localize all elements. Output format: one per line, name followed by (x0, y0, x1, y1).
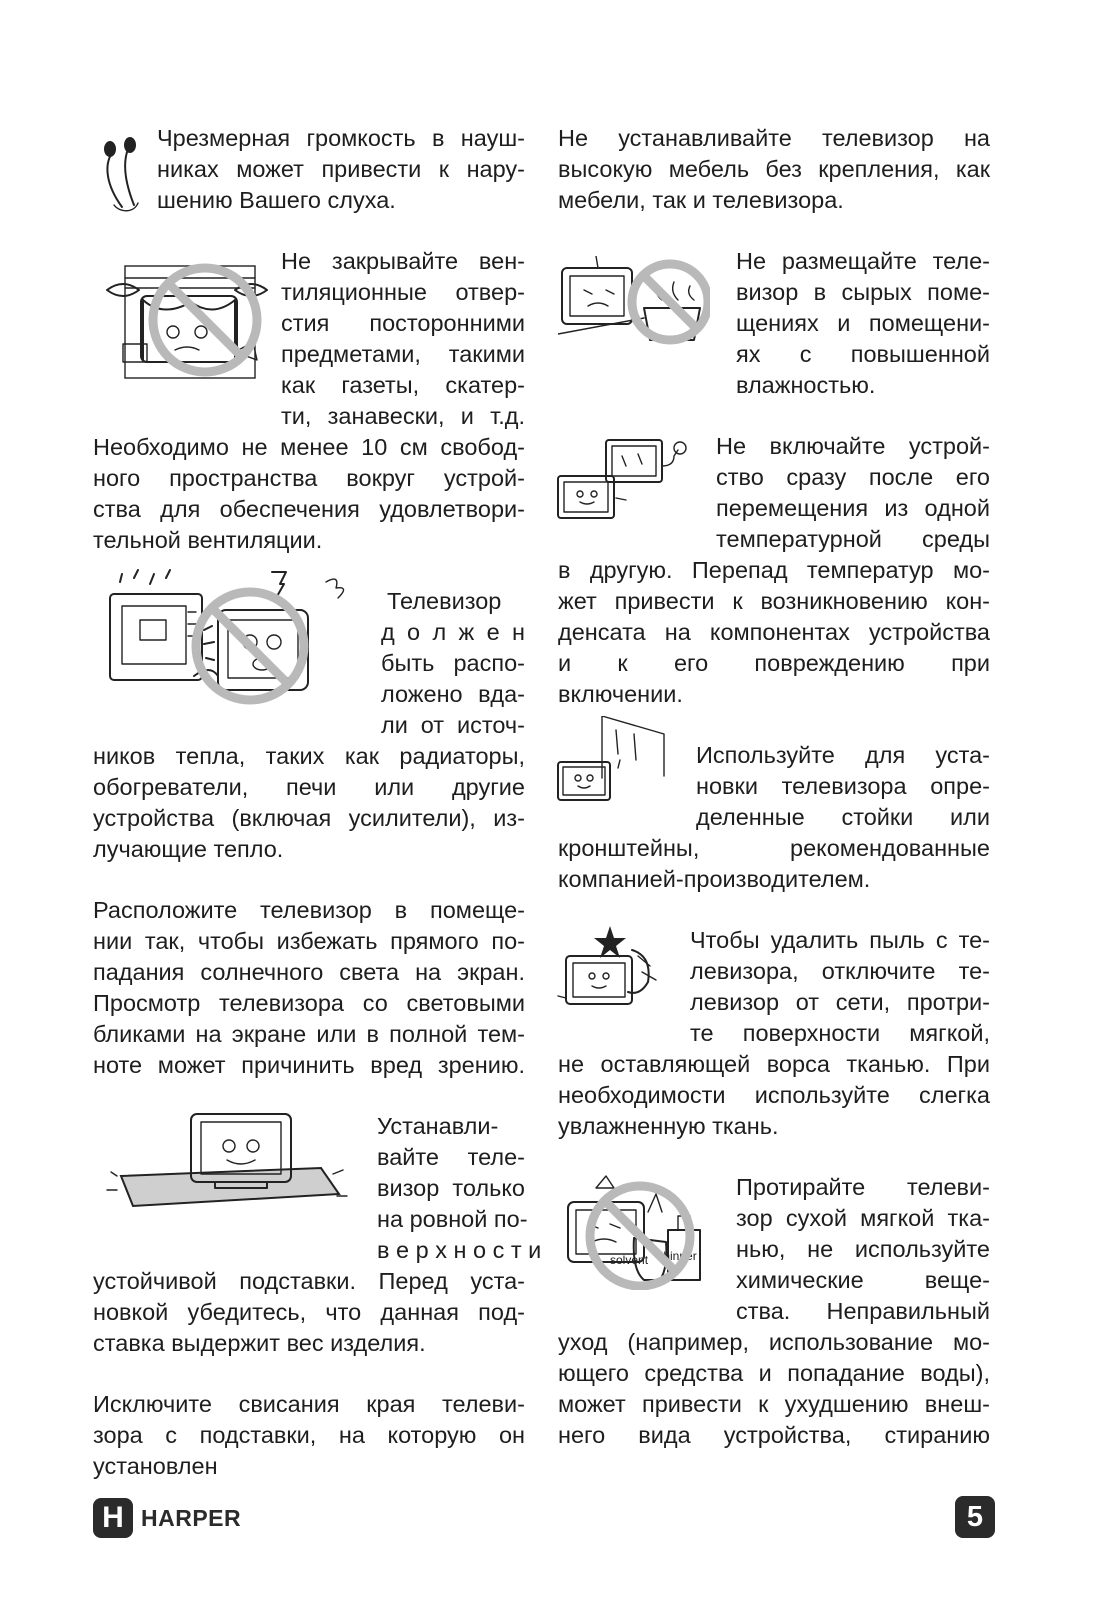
text-line: стия посторонними (281, 310, 525, 336)
headphones-icon (100, 135, 145, 215)
text-line: ства для обеспечения удовлетвори- (93, 496, 525, 522)
text-line: перемещения из одной (716, 495, 990, 521)
text-line: в е р х н о с т и (377, 1237, 542, 1263)
text-line: Чтобы удалить пыль с те- (690, 927, 990, 953)
text-line: шению Вашего слуха. (157, 187, 396, 213)
text-line: тельной вентиляции. (93, 527, 323, 553)
text-line: мебели, так и телевизора. (558, 187, 844, 213)
text-line: ного пространства вокруг устрой- (93, 465, 525, 491)
text-line: д о л ж е н (381, 619, 525, 645)
text-line: Не устанавливайте телевизор на (558, 125, 990, 151)
humidity-icon (558, 256, 710, 352)
text-line: левизора, отключите те- (690, 958, 990, 984)
text-line: Исключите свисания края телеви- (93, 1391, 525, 1417)
text-line: Необходимо не менее 10 см свобод- (93, 434, 525, 460)
text-line: щениях и помещени- (736, 310, 990, 336)
text-line: него вида устройства, стиранию (558, 1422, 990, 1448)
text-line: падания солнечного света на экран. (93, 959, 525, 985)
text-line: компанией-производителем. (558, 866, 871, 892)
text-line: деленные стойки или (696, 804, 990, 830)
text-line: зор сухой мягкой тка- (736, 1205, 990, 1231)
solvent-label: solvent (610, 1253, 649, 1267)
text-line: и к его повреждению при (558, 650, 990, 676)
text-line: те поверхности мягкой, (690, 1020, 990, 1046)
text-line: высокую мебель без крепления, как (558, 156, 990, 182)
text-line: Не закрывайте вен- (281, 248, 525, 274)
text-line: ноте может причинить вред зрению. (93, 1052, 525, 1078)
text-line: ставка выдержит вес изделия. (93, 1330, 426, 1356)
text-line: на ровной по- (377, 1206, 528, 1232)
text-line: ложено вда- (381, 681, 525, 707)
text-line: быть распо- (381, 650, 525, 676)
logo-badge: H (93, 1498, 133, 1538)
flat-stand-icon (103, 1110, 353, 1210)
text-line: ли от источ- (381, 712, 525, 738)
text-line: нии так, чтобы избежать прямого по- (93, 928, 525, 954)
text-line: ях с повышенной (736, 341, 990, 367)
text-line: увлажненную ткань. (558, 1113, 779, 1139)
text-line: предметами, такими (281, 341, 525, 367)
text-line: бликами на экране или в полной тем- (93, 1021, 525, 1047)
text-line: лучающие тепло. (93, 836, 284, 862)
text-line: обогреватели, печи или другие (93, 774, 525, 800)
ventilation-icon (103, 256, 271, 386)
text-line: зора с подставки, на которую он (93, 1422, 525, 1448)
text-line: химические веще- (736, 1267, 990, 1293)
text-line: Не размещайте теле- (736, 248, 990, 274)
text-line: визор только (377, 1175, 525, 1201)
text-line: Чрезмерная громкость в науш- (157, 125, 525, 151)
text-line: как газеты, скатер- (281, 372, 525, 398)
dusting-icon (556, 926, 668, 1008)
no-chemicals-icon (556, 1172, 714, 1290)
text-line: не оставляющей ворса тканью. При (558, 1051, 990, 1077)
text-line: Используйте для уста- (696, 742, 990, 768)
text-line: Устанавли- (377, 1113, 499, 1139)
text-line: ства. Неправильный (736, 1298, 990, 1324)
text-line: может привести к ухудшению внеш- (558, 1391, 990, 1417)
text-line: Телевизор (387, 588, 502, 614)
text-line: жет привести к возникновению кон- (558, 588, 990, 614)
text-line: левизор от сети, протри- (690, 989, 990, 1015)
page-number: 5 (955, 1496, 995, 1538)
text-line: нью, не используйте (736, 1236, 990, 1262)
text-line: ти, занавески, и т.д. (281, 403, 525, 429)
text-line: устройства (включая усилители), из- (93, 805, 525, 831)
text-line: никах может привести к нару- (157, 156, 525, 182)
text-line: вайте теле- (377, 1144, 525, 1170)
heat-source-icon (100, 564, 358, 712)
text-line: Не включайте устрой- (716, 433, 990, 459)
text-line: устойчивой подставки. Перед уста- (93, 1268, 525, 1294)
text-line: новки телевизора опре- (696, 773, 990, 799)
text-line: новкой убедитесь, что данная под- (93, 1299, 525, 1325)
text-line: Просмотр телевизора со световыми (93, 990, 525, 1016)
text-line: Протирайте телеви- (736, 1174, 990, 1200)
temperature-change-icon (556, 436, 690, 524)
text-line: ющего средства и попадание воды), (558, 1360, 990, 1386)
wall-mount-icon (556, 716, 670, 802)
logo-wordmark: HARPER (141, 1504, 242, 1531)
text-line: денсата на компонентах устройства (558, 619, 990, 645)
text-line: визор в сырых поме- (736, 279, 990, 305)
text-line: ников тепла, таких как радиаторы, (93, 743, 525, 769)
thinner-label: thinner (660, 1249, 697, 1263)
text-line: тиляционные отвер- (281, 279, 525, 305)
text-line: необходимости используйте слегка (558, 1082, 990, 1108)
text-line: температурной среды (716, 526, 990, 552)
text-line: влажностью. (736, 372, 876, 398)
text-line: кронштейны, рекомендованные (558, 835, 990, 861)
text-line: в другую. Перепад температур мо- (558, 557, 990, 583)
text-line: установлен (93, 1453, 218, 1479)
harper-logo (93, 1496, 241, 1540)
text-line: уход (например, использование мо- (558, 1329, 990, 1355)
text-line: включении. (558, 681, 683, 707)
text-line: ство сразу после его (716, 464, 990, 490)
text-line: Расположите телевизор в помеще- (93, 897, 525, 923)
